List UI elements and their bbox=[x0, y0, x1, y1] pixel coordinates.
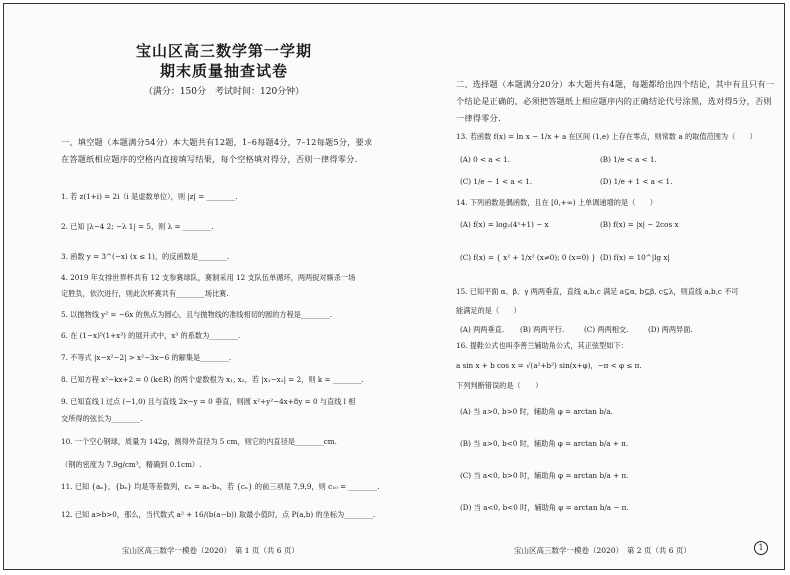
section-2-instructions: 二、选择题（本题满分20分）本大题共有4题，每题都给出四个结论，其中有且只有一个结论是正确的，必须把答题纸上相应题序内的正确结论代号涂黑，选对得5分，否则一律得零分. bbox=[456, 79, 775, 123]
exam-title-line2: 期末质量抽查试卷 bbox=[159, 62, 288, 80]
question-16-prompt: 下列判断错误的是（ ） bbox=[456, 381, 543, 390]
question-16: 16. 提鞋公式也叫李善兰辅助角公式，其正弦型如下： bbox=[456, 341, 628, 350]
q15-option-b: (B) 两两平行. bbox=[520, 325, 565, 334]
question-4-cont: 定胜负，依次进行，则此次杯赛共有________场比赛. bbox=[61, 289, 229, 298]
q14-option-c: (C) f(x) = { x² + 1/x² (x≠0); 0 (x=0) } bbox=[460, 253, 596, 262]
question-6: 6. 在 (1−x)⁵(1+x³) 的展开式中，x³ 的系数为________. bbox=[61, 331, 241, 340]
q14-option-a: (A) f(x) = log₂(4ˣ+1) − x bbox=[460, 220, 549, 229]
question-1: 1. 若 z(1+i) = 2i（i 是虚数单位），则 |z| = ________. bbox=[61, 192, 238, 201]
q16-option-b: (B) 当 a>0, b<0 时，辅助角 φ = arctan b/a + π. bbox=[460, 439, 629, 448]
question-14: 14. 下列函数是偶函数，且在 [0,+∞) 上单调递增的是（ ） bbox=[456, 198, 657, 207]
question-3: 3. 函数 y = 3^(−x) (x ≤ 1)，的反函数是________. bbox=[61, 252, 230, 261]
question-4: 4. 2019 年女排世界杯共有 12 支参赛球队，赛制采用 12 支队伍单循环，两两捉对厮杀一场 bbox=[61, 273, 356, 282]
q13-option-c: (C) 1/e − 1 < a < 1. bbox=[460, 177, 533, 186]
question-2: 2. 已知 |λ−4 2; −λ 1| = 5，则 λ = ________. bbox=[61, 222, 214, 231]
page-badge: 1 bbox=[754, 541, 768, 555]
question-12: 12. 已知 a>b>0，那么，当代数式 a² + 16/(b(a−b)) 取最小值时，点 P(a,b) 的坐标为________. bbox=[61, 510, 376, 519]
question-9: 9. 已知直线 l 过点 (−1,0) 且与直线 2x−y = 0 垂直，则圆 x²+y²−4x+8y = 0 与直线 l 相 bbox=[61, 397, 356, 406]
question-5: 5. 以抛物线 y² = −6x 的焦点为圆心，且与抛物线的准线相切的圆的方程是________. bbox=[61, 310, 332, 319]
question-8: 8. 已知方程 x²−kx+2 = 0 (k∈R) 的两个虚数根为 x₁, x₂，若 |x₁−x₂| = 2，则 k = ________. bbox=[61, 375, 364, 384]
exam-title-line1: 宝山区高三数学第一学期 bbox=[135, 42, 312, 60]
exam-sheet bbox=[3, 3, 785, 570]
q15-option-a: (A) 两两垂直. bbox=[460, 325, 505, 334]
right-page-footer: 宝山区高三数学一模卷（2020） 第 2 页（共 6 页） bbox=[514, 546, 691, 555]
question-15-cont: 能满足的是（ ） bbox=[456, 306, 521, 315]
question-10: 10. 一个空心钢球，质量为 142g，测得外直径为 5 cm，则它的内直径是________cm. bbox=[61, 437, 337, 446]
q16-option-a: (A) 当 a>0, b>0 时，辅助角 φ = arctan b/a. bbox=[460, 407, 613, 416]
question-13: 13. 若函数 f(x) = ln x − 1/x + a 在区间 (1,e) 上存在零点，则常数 a 的取值范围为（ ） bbox=[456, 132, 757, 141]
question-15: 15. 已知平面 α、β、γ 两两垂直，直线 a,b,c 满足 a⊆α, b⊆β, c⊆λ，则直线 a,b,c 不可 bbox=[456, 287, 739, 296]
q14-option-d: (D) f(x) = 10^|lg x| bbox=[600, 253, 670, 262]
question-11: 11. 已知 {aₙ}，{bₙ} 均是等差数列，cₙ = aₙ·bₙ，若 {cₙ} 的前三项是 7,9,9，则 c₁₀ = ________. bbox=[61, 482, 380, 491]
q15-option-c: (C) 两两相交. bbox=[584, 325, 629, 334]
q13-option-a: (A) 0 < a < 1. bbox=[460, 155, 510, 164]
question-10-note: （钢的密度为 7.9g/cm³，精确到 0.1cm）. bbox=[61, 460, 202, 469]
section-1-instructions: 一、填空题（本题满分54分）本大题共有12题，1–6每题4分，7–12每题5分，要求在答题纸相应题序的空格内直接填写结果，每个空格填对得分，否则一律得零分. bbox=[61, 137, 373, 164]
exam-subtitle: （满分：150分 考试时间：120分钟） bbox=[143, 87, 305, 97]
q16-option-c: (C) 当 a<0, b>0 时，辅助角 φ = arctan b/a + π. bbox=[460, 471, 629, 480]
question-9-cont: 交所得的弦长为________. bbox=[61, 414, 143, 423]
q14-option-b: (B) f(x) = |x| − 2cos x bbox=[600, 220, 679, 229]
q15-option-d: (D) 两两异面. bbox=[648, 325, 693, 334]
q13-option-d: (D) 1/e + 1 < a < 1. bbox=[600, 177, 673, 186]
q13-option-b: (B) 1/e < a < 1. bbox=[600, 155, 657, 164]
question-7: 7. 不等式 |x−x²−2| > x²−3x−6 的解集是________. bbox=[61, 353, 232, 362]
question-16-formula: a sin x + b cos x = √(a²+b²) sin(x+φ)，−π < φ ≤ π. bbox=[456, 361, 642, 370]
left-page-footer: 宝山区高三数学一模卷（2020） 第 1 页（共 6 页） bbox=[122, 546, 299, 555]
q16-option-d: (D) 当 a<0, b<0 时，辅助角 φ = arctan b/a − π. bbox=[460, 503, 629, 512]
